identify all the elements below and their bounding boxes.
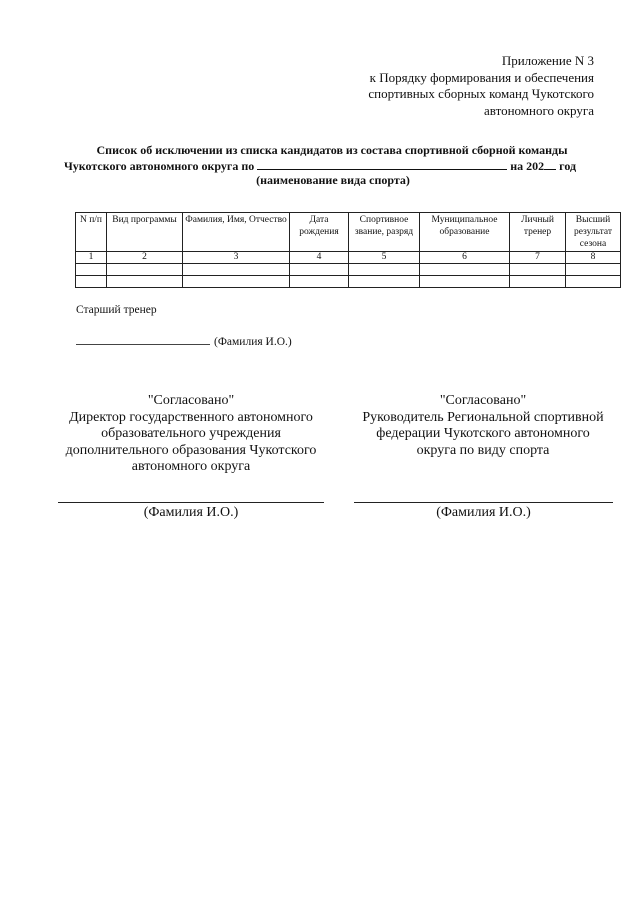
- column-number-row: [76, 252, 621, 264]
- table-header-row: [76, 213, 621, 252]
- table-cell: [420, 264, 510, 276]
- column-number: 2: [107, 252, 183, 264]
- table-cell: [183, 276, 290, 288]
- year-blank: [544, 158, 556, 170]
- table-header: N п/п: [76, 213, 107, 252]
- table-header: Высший результат сезона: [566, 213, 621, 252]
- title-caption: (наименование вида спорта): [256, 173, 410, 187]
- approval-heading: "Согласовано": [147, 393, 235, 408]
- table-cell: [566, 264, 621, 276]
- approval-heading: "Согласовано": [439, 393, 527, 408]
- title-line: Список об исключении из списка кандидатов из состава спортивной сборной команды: [96, 143, 568, 157]
- approval-line: округа по виду спорта: [416, 442, 550, 458]
- approval-line: Руководитель Региональной спортивной: [362, 409, 604, 425]
- table-cell: [510, 264, 566, 276]
- column-number: 1: [76, 252, 107, 264]
- table-header: Дата рождения: [290, 213, 349, 252]
- sport-name-blank: [257, 158, 507, 170]
- approval-block-director: [58, 393, 324, 476]
- table-cell: [349, 264, 420, 276]
- senior-trainer-signature: [76, 334, 292, 348]
- appendix-line: Приложение N 3: [501, 53, 594, 68]
- appendix-line: к Порядку формирования и обеспечения: [369, 69, 594, 85]
- column-number: 8: [566, 252, 621, 264]
- table-cell: [420, 276, 510, 288]
- exclusion-table: [75, 212, 621, 288]
- column-number: 5: [349, 252, 420, 264]
- approval-line: дополнительного образования Чукотского: [65, 442, 317, 458]
- column-number: 6: [420, 252, 510, 264]
- table-cell: [566, 276, 621, 288]
- table-cell: [76, 264, 107, 276]
- title-year: на 202: [510, 158, 545, 173]
- table-cell: [349, 276, 420, 288]
- table-cell: [290, 264, 349, 276]
- approval-line: федерации Чукотского автономного: [376, 426, 590, 441]
- approval-line: образовательного учреждения: [101, 426, 281, 441]
- title-line: [0, 158, 640, 174]
- table-cell: [510, 276, 566, 288]
- table-header: Фамилия, Имя, Отчество: [183, 213, 290, 252]
- federation-name-placeholder: (Фамилия И.О.): [436, 505, 531, 520]
- appendix-line: автономного округа: [484, 102, 594, 118]
- column-number: 7: [510, 252, 566, 264]
- title-prefix: Чукотского автономного округа по: [63, 158, 255, 173]
- table-cell: [183, 264, 290, 276]
- approval-block-federation: [352, 393, 614, 459]
- table-cell: [107, 276, 183, 288]
- senior-trainer-label: Старший тренер: [76, 304, 157, 316]
- approval-line: автономного округа: [131, 459, 251, 474]
- table-header: Муниципальное образование: [420, 213, 510, 252]
- table-row: [76, 276, 621, 288]
- appendix-line: спортивных сборных команд Чукотского: [368, 86, 594, 101]
- signature-line: [76, 334, 210, 345]
- table-header: Личный тренер: [510, 213, 566, 252]
- trainer-name-placeholder: (Фамилия И.О.): [214, 336, 292, 348]
- document-title: [0, 143, 640, 188]
- table-header: Вид программы: [107, 213, 183, 252]
- approval-line: Директор государственного автономного: [69, 409, 313, 425]
- appendix-header: [368, 53, 594, 119]
- table-cell: [290, 276, 349, 288]
- table-header: Спортивное звание, разряд: [349, 213, 420, 252]
- title-suffix: год: [559, 158, 577, 173]
- column-number: 3: [183, 252, 290, 264]
- table-cell: [107, 264, 183, 276]
- director-name-placeholder: (Фамилия И.О.): [143, 505, 239, 520]
- director-signature-line: [58, 502, 324, 503]
- table-cell: [76, 276, 107, 288]
- column-number: 4: [290, 252, 349, 264]
- federation-signature-line: [354, 502, 613, 503]
- table-row: [76, 264, 621, 276]
